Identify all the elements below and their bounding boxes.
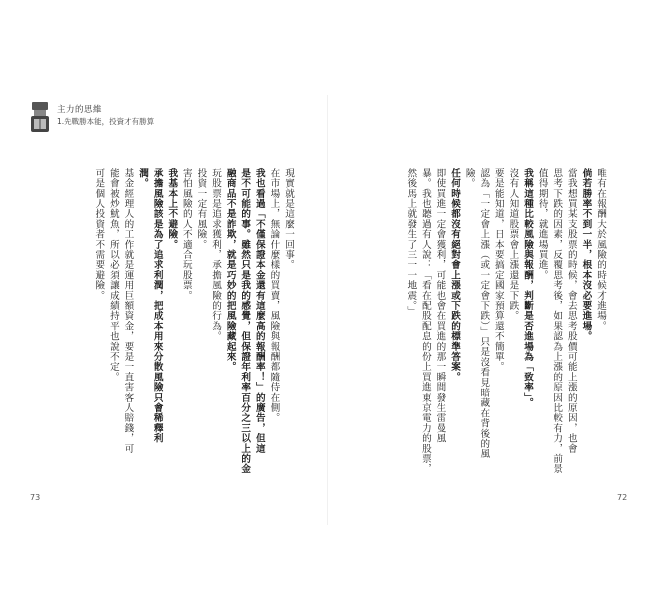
text-line: 要是能知道，日本要搞定國家預算還不簡單。 [492,168,504,372]
page-number-left: 73 [30,493,41,502]
text-line: 投資一定有風險。 [195,168,207,250]
text-line: 即使買進一定會獲利，可能也會在買進的那一瞬間發生雷曼風 [434,168,446,444]
page-gutter [327,95,328,525]
text-line: 暴。我也聽過有人說：「看在配股配息的份上買進東京電力的股票， [419,168,431,474]
text-line: 唯有在報酬大於風險的時候才進場。 [595,168,606,332]
text-line: 能會被炒魷魚，所以必須讓成績持平也說不定。 [107,168,119,383]
text-line: 我基本上不避險。 [166,168,178,250]
text-line: 任何時候都沒有絕對會上漲或下跌的標準答案。 [449,168,461,383]
text-line: 思考下跌的因素，反覆思考後，如果認為上漲的原因比較有力，前景 [551,168,563,474]
text-line: 基金經理人的工作就是運用巨額資金，要是一直害客人賠錢，可 [122,168,134,454]
text-line: 認為「一定會上漲（或一定會下跌）」只是沒看見暗藏在背後的風 [478,168,490,459]
chapter-title: 主力的思維 [57,105,103,115]
right-page-body [377,168,607,474]
text-line: 現實就是這麼一回事。 [283,168,294,270]
text-line: 然後馬上就發生了三一一地震。」 [405,168,417,317]
text-line: 玩股票是追求獲利，承擔風險的行為。 [210,168,222,342]
text-line: 承擔風險該是為了追求利潤，把成本用來分散風險只會稀釋利 [151,168,163,444]
left-page-body [40,168,295,474]
text-line: 潤。 [137,168,149,189]
text-line: 融商品不是詐欺，就是巧妙的把風險藏起來。 [224,168,236,372]
text-line: 害怕風險的人不適合玩股票。 [180,168,192,301]
text-line: 可是個人投資者不需要避險。 [93,168,105,301]
text-line: 值得期待，就進場買進。 [536,168,548,281]
section-subtitle: 1.先戰勝本能，投資才有勝算 [57,117,155,126]
text-line: 我也看過「不僅保證本金還有這麼高的報酬率！」的廣告，但這 [253,168,265,454]
text-line: 是不可能的事。雖然只是我的感覺，但保證年利率百分之三以上的金 [239,168,251,474]
text-line: 當我想買某支股票的時候，會去思考股價可能上漲的原因，也會 [565,168,577,454]
text-line: 在市場上，無論什麼樣的買賣，風險與報酬都隨侍在側。 [268,168,280,423]
text-line: 沒有人知道股票會上漲還是下跌。 [507,168,519,321]
text-line: 倘若勝率不到一半，根本沒必要進場。 [580,168,592,342]
page-number-right: 72 [617,493,628,502]
chapter-header [30,100,230,140]
text-line: 險。 [463,168,475,189]
person-reading-icon [30,102,50,134]
text-line: 我稱這種比較風險與報酬，判斷是否進場為「致率」。 [522,168,534,408]
